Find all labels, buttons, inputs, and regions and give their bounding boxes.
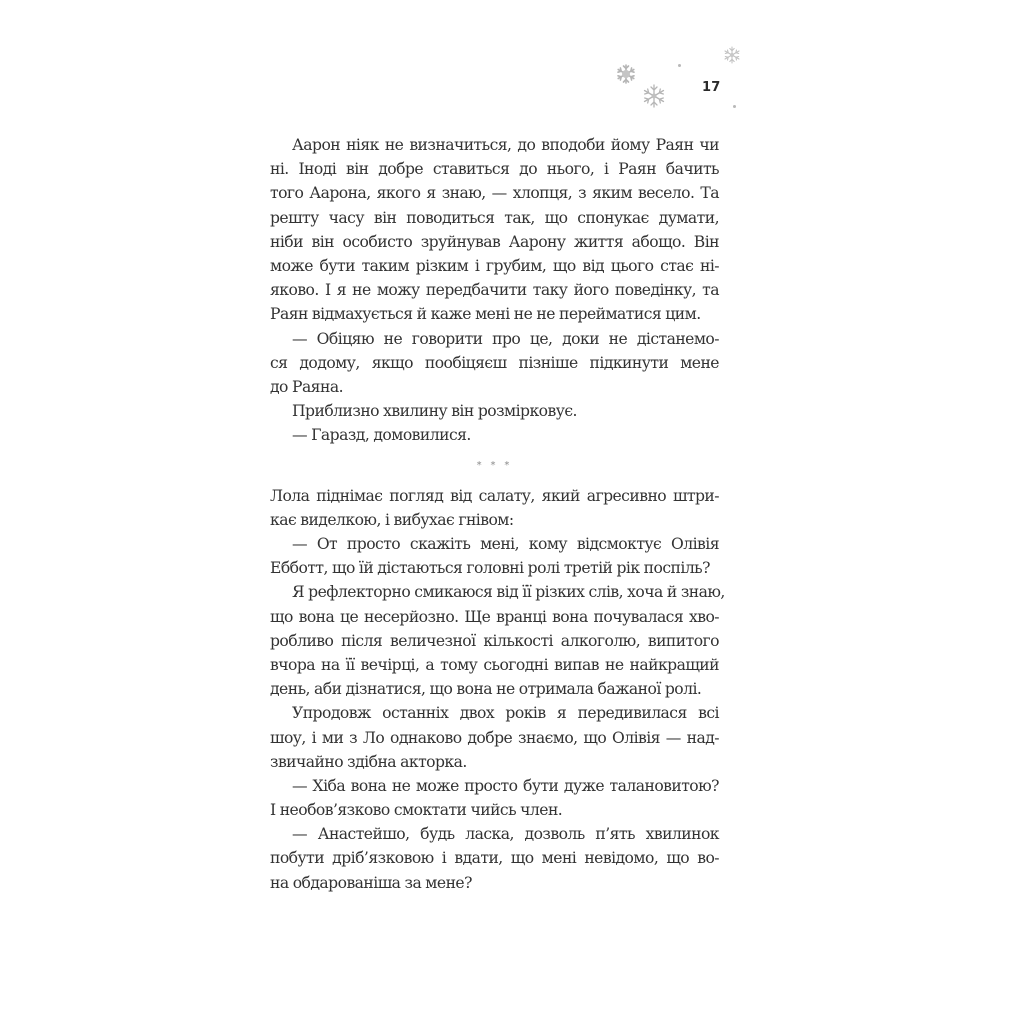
text-line: на обдарованіша за мене? — [270, 873, 472, 892]
text-line: день, аби дізнатися, що вона не отримала бажаної ролі. — [270, 680, 702, 699]
text-line: І необов’язково смоктати чийсь член. — [270, 801, 563, 820]
text-line: решту часу він поводиться так, що спонукає думати, — [270, 208, 719, 227]
text-line: — Гаразд, домовилися. — [292, 426, 471, 445]
header-decoration — [600, 30, 770, 130]
snowflake-icon — [616, 64, 636, 84]
text-line: — Анастейшо, будь ласка, дозволь п’ять хвилинок — [292, 825, 719, 844]
text-line: кає виделкою, і вибухає гнівом: — [270, 510, 514, 529]
text-line: — Хіба вона не може просто бути дуже талановитою? — [292, 776, 719, 795]
text-line: Раян відмахується й каже мені не не перейматися цим. — [270, 305, 701, 324]
page-number: 17 — [702, 80, 721, 95]
scene-break: * * * — [476, 460, 513, 472]
text-section — [270, 133, 719, 447]
text-section — [270, 484, 725, 895]
text-line: ніби він особисто зруйнував Аарону життя абощо. Він — [270, 232, 719, 251]
text-line: — Обіцяю не говорити про це, доки не дістанемо- — [292, 329, 719, 348]
body-text — [270, 133, 725, 895]
text-line: Приблизно хвилину він розмірковує. — [292, 402, 577, 421]
snowflake-icon — [642, 84, 666, 108]
text-line: побути дріб’язковою і вдати, що мені невідомо, що во- — [270, 849, 719, 868]
text-line: вчора на її вечірці, а тому сьогодні випав не найкращий — [270, 655, 719, 674]
text-line: до Раяна. — [270, 377, 343, 396]
text-line: Еббoтт, що їй дістаються головні ролі третій рік поспіль? — [270, 559, 710, 578]
text-line: — От просто скажіть мені, кому відсмоктує Олівія — [292, 535, 719, 553]
text-line: може бути таким різким і грубим, що від цього стає ні- — [270, 256, 719, 275]
text-line: яково. І я не можу передбачити таку його поведінку, та — [270, 281, 719, 300]
text-line: звичайно здібна акторка. — [270, 752, 467, 771]
text-line: робливо після величезної кількості алкоголю, випитого — [270, 631, 719, 650]
decor-dot — [733, 105, 736, 108]
text-line: ні. Іноді він добре ставиться до нього, і Раян бачить — [270, 160, 719, 179]
text-line: того Аарона, якого я знаю, — хлопця, з яким весело. Та — [270, 184, 719, 203]
text-line: ся додому, якщо пообіцяєш пізніше підкинути мене — [270, 353, 719, 372]
text-line: Лола піднімає погляд від салату, який агресивно штри- — [270, 486, 719, 505]
text-line: Я рефлекторно смикаюся від її різких слів, хоча й знаю, — [292, 583, 725, 602]
snowflake-icon — [723, 46, 741, 64]
text-line: Упродовж останніх двох років я передивилася всі — [292, 704, 719, 723]
decor-dot — [678, 64, 681, 67]
text-line: що вона це несерйозно. Ще вранці вона почувалася хво- — [270, 607, 719, 626]
text-line: шоу, і ми з Ло однаково добре знаємо, що Олівія — над- — [270, 728, 719, 747]
text-line: Аарон ніяк не визначиться, до вподоби йому Раян чи — [292, 136, 719, 154]
